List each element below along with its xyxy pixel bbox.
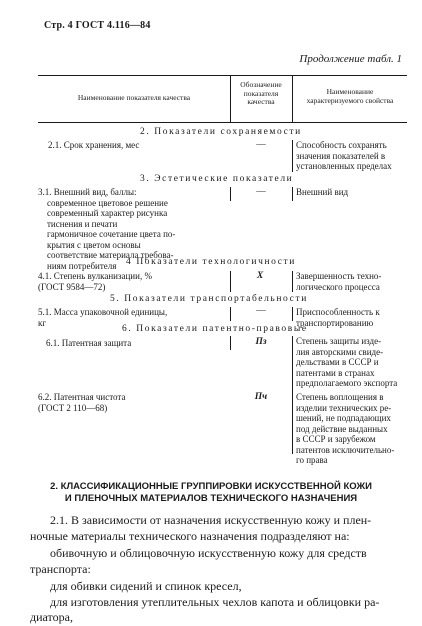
row-code: — bbox=[256, 187, 266, 197]
row-divider bbox=[230, 336, 231, 350]
row-divider bbox=[292, 336, 293, 454]
column-header-name: Наименование показателя качества bbox=[77, 93, 191, 102]
row-name: 4.1. Степень вулканизации, % (ГОСТ 9584—72) bbox=[38, 271, 152, 292]
column-header-code: Обозначение показателя качества bbox=[240, 80, 282, 107]
table-top-rule bbox=[38, 75, 407, 76]
paragraph-line: для изготовления утеплительных чехлов капота и облицовки ра- bbox=[50, 595, 380, 609]
row-divider bbox=[230, 307, 231, 321]
paragraph-line: транспорта: bbox=[30, 562, 91, 576]
row-name: 3.1. Внешний вид, баллы: современное цветовое решение современный характер рисунка тиснения и печати гармоничное сочетание цвета по- крытия с цветом основы соответствие материала требова- ниям потребителя bbox=[38, 187, 176, 271]
row-code: X bbox=[256, 271, 264, 281]
row-property: Степень защиты изде- лия авторскими свиде- дельствами в СССР и патентами в странах предполагаемого экспорта bbox=[296, 336, 398, 388]
row-name: 2.1. Срок хранения, мес bbox=[48, 140, 140, 150]
table-header-rule bbox=[38, 122, 407, 123]
row-name: 6.2. Патентная чистота (ГОСТ 2 110—68) bbox=[38, 392, 126, 413]
row-divider bbox=[292, 187, 293, 201]
section-heading: 5. Показатели транспортабельности bbox=[110, 294, 308, 304]
section-heading: 2. Показатели сохраняемости bbox=[140, 127, 302, 137]
row-code: Пз bbox=[255, 337, 267, 347]
section-title-line1: 2. КЛАССИФИКАЦИОННЫЕ ГРУППИРОВКИ ИСКУССТВЕННОЙ КОЖИ bbox=[50, 481, 372, 492]
section-heading: 6. Показатели патентно-правовые bbox=[122, 324, 308, 334]
row-divider bbox=[292, 271, 293, 292]
row-divider bbox=[230, 271, 231, 292]
page-header: Стр. 4 ГОСТ 4.116—84 bbox=[44, 20, 151, 31]
paragraph-line: 2.1. В зависимости от назначения искусственную кожу и плен- bbox=[50, 513, 372, 527]
section-heading: 4 Показатели технологичности bbox=[126, 257, 296, 267]
row-property: Степень воплощения в изделии технических ре- шений, не подпадающих под действие выданных в СССР и зарубежом патентов исключительно- го права bbox=[296, 392, 395, 465]
row-code: — bbox=[256, 140, 266, 150]
row-code: — bbox=[256, 306, 266, 316]
row-code: Пч bbox=[254, 392, 268, 402]
row-property: Внешний вид bbox=[296, 187, 349, 197]
table-continuation-label: Продолжение табл. 1 bbox=[299, 53, 402, 65]
paragraph-line: обивочную и облицовочную искусственную кожу для средств bbox=[50, 546, 367, 560]
row-name: 5.1. Масса упаковочной единицы, кг bbox=[38, 307, 168, 328]
row-divider bbox=[292, 140, 293, 172]
column-header-property: Наименование характеризуемого свойства bbox=[306, 87, 394, 105]
row-property: Приспособленность к транспортированию bbox=[296, 307, 380, 328]
row-name: 6.1. Патентная защита bbox=[46, 338, 132, 348]
paragraph-line: для обивки сидений и спинок кресел, bbox=[50, 579, 242, 593]
row-property: Способность сохранять значения показателей в установленных пределах bbox=[296, 140, 392, 171]
row-divider bbox=[230, 187, 231, 201]
section-heading: 3. Эстетические показатели bbox=[140, 174, 294, 184]
paragraph-line: ночные материалы технического назначения подразделяют на: bbox=[30, 529, 350, 543]
paragraph-line: диатора, bbox=[30, 610, 73, 624]
row-divider bbox=[292, 307, 293, 321]
row-property: Завершенность техно- логического процесса bbox=[296, 271, 382, 292]
section-title-line2: И ПЛЕНОЧНЫХ МАТЕРИАЛОВ ТЕХНИЧЕСКОГО НАЗНАЧЕНИЯ bbox=[64, 493, 358, 504]
